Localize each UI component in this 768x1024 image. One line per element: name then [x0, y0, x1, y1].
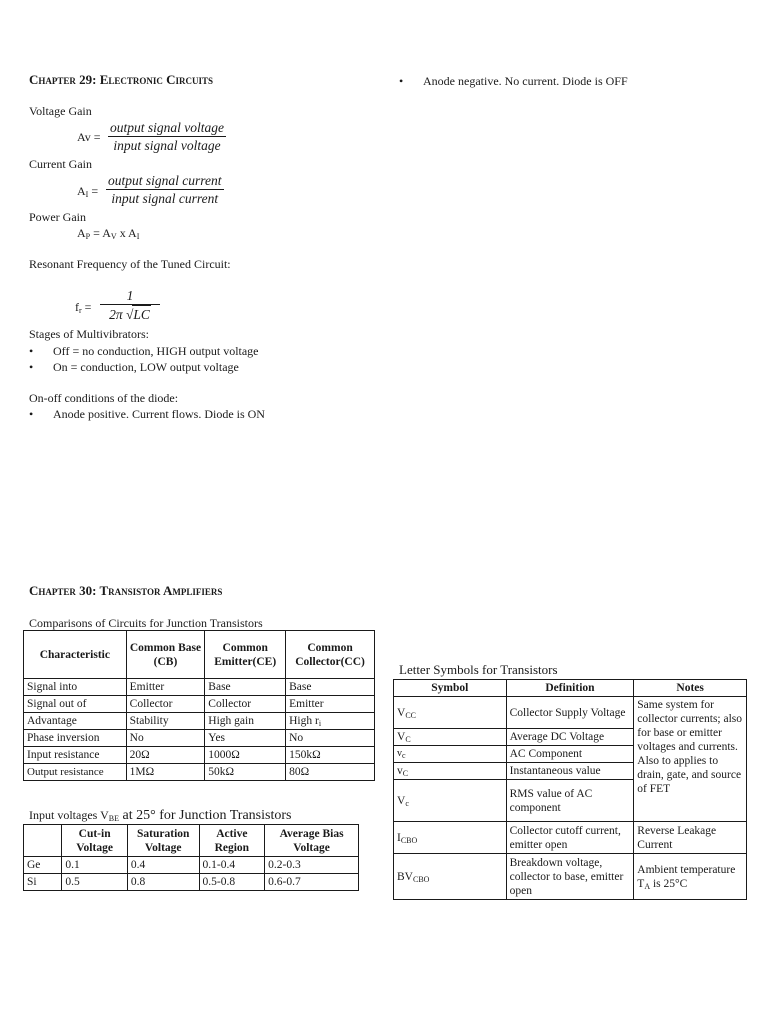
table-header: Active Region: [199, 825, 265, 857]
input-voltage-table: [23, 824, 359, 891]
current-gain-lhs: $A_I$ =: [77, 184, 99, 199]
table-row: Phase inversion No Yes No: [24, 730, 375, 747]
table-row: $v_C$ Instantaneous value: [394, 763, 747, 780]
table-row: Si 0.5 0.8 0.5-0.8 0.6-0.7: [24, 874, 359, 891]
table-header: Common Emitter(CE): [205, 631, 286, 679]
table-header: Average Bias Voltage: [265, 825, 359, 857]
table-row: $V_C$ Average DC Voltage: [394, 729, 747, 746]
current-gain-fraction: [106, 172, 224, 207]
table3-caption: Letter Symbols for Transistors: [399, 662, 558, 677]
current-gain-numerator: output signal current: [108, 173, 222, 188]
table-header: Cut-in Voltage: [62, 825, 128, 857]
notes-cell: Same system for collector currents; also for base or emitter voltages and currents. Also to applies to drain, gate, and source of FET: [634, 697, 747, 822]
table1-caption: Comparisons of Circuits for Junction Transistors: [29, 616, 263, 630]
current-gain-label: Current Gain: [29, 157, 92, 171]
resonant-frequency-fraction: [100, 287, 160, 323]
letter-symbols-table: [393, 679, 747, 900]
table-row: $V_c$ RMS value of AC component: [394, 780, 747, 822]
table-row: Ge 0.1 0.4 0.1-0.4 0.2-0.3: [24, 857, 359, 874]
voltage-gain-denominator: input signal voltage: [113, 138, 221, 153]
table-header: [24, 825, 62, 857]
table-row: Output resistance 1MΩ 50kΩ 80Ω: [24, 764, 375, 781]
voltage-gain-lhs: Av =: [77, 130, 101, 144]
power-gain-formula: $A_P = A_V$ x $A_I$: [77, 226, 140, 241]
voltage-gain-fraction: [108, 119, 226, 154]
table-header: Definition: [506, 680, 634, 697]
voltage-gain-label: Voltage Gain: [29, 104, 92, 118]
table-header: Common Collector(CC): [286, 631, 375, 679]
table-header: Characteristic: [24, 631, 127, 679]
voltage-gain-numerator: output signal voltage: [110, 120, 224, 135]
table-header: Symbol: [394, 680, 507, 697]
table-row: $BV_{CBO}$ Breakdown voltage, collector to base, emitter open Ambient temperature $T_A$ is 25°C: [394, 854, 747, 900]
resonant-denominator: 2π √LC: [109, 307, 150, 322]
diode-conditions-label: On-off conditions of the diode:: [29, 391, 179, 405]
chapter-30-title: Chapter 30: Transistor Amplifiers: [29, 583, 223, 598]
table-row: Input resistance 20Ω 1000Ω 150kΩ: [24, 747, 375, 764]
comparison-table: [23, 630, 375, 781]
resonant-frequency-label: Resonant Frequency of the Tuned Circuit:: [29, 257, 231, 271]
multivibrators-label: Stages of Multivibrators:: [29, 327, 149, 341]
table-row: $v_c$ AC Component: [394, 746, 747, 763]
table-header: Saturation Voltage: [127, 825, 199, 857]
table-row: Signal out of Collector Collector Emitter: [24, 696, 375, 713]
current-gain-denominator: input signal current: [111, 191, 219, 206]
table-row: Advantage Stability High gain High $r_i$: [24, 713, 375, 730]
resonant-numerator: 1: [126, 288, 134, 303]
table2-caption: Input voltages $V_{BE}$ at 25° for Junction Transistors: [29, 808, 292, 823]
table-row: $V_{CC}$ Collector Supply Voltage Same system for collector currents; also for base or emitter voltages and currents. Also to applies to drain, gate, and source of FET: [394, 697, 747, 729]
power-gain-label: Power Gain: [29, 210, 86, 224]
resonant-frequency-lhs: $f_r$ =: [75, 300, 92, 315]
table-row: $I_{CBO}$ Collector cutoff current, emitter open Reverse Leakage Current: [394, 822, 747, 854]
table-header: Notes: [634, 680, 747, 697]
chapter-29-title: Chapter 29: Electronic Circuits: [29, 72, 214, 87]
table-header: Common Base (CB): [126, 631, 205, 679]
table-row: Signal into Emitter Base Base: [24, 679, 375, 696]
